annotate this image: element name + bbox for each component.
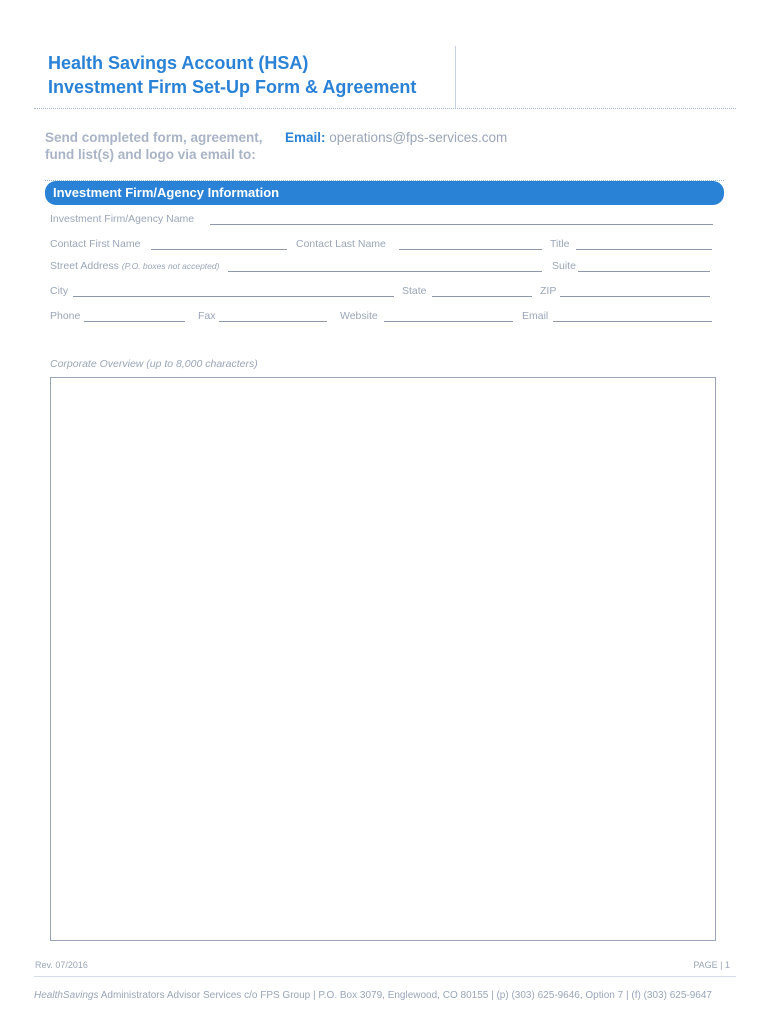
footer-address: Administrators Advisor Services c/o FPS Group | P.O. Box 3079, Englewood, CO 80155 | (p) (303) 625-9646, Option 7 | (f) (303) 625-9647: [98, 990, 712, 1001]
overview-label: Corporate Overview (up to 8,000 characters): [50, 358, 258, 370]
title-line-2: Investment Firm Set-Up Form & Agreement: [48, 77, 417, 97]
street-field[interactable]: [228, 271, 542, 272]
email-field[interactable]: [553, 321, 712, 322]
contact-first-label: Contact First Name: [50, 238, 141, 250]
title-divider: [455, 46, 456, 108]
page-number: PAGE | 1: [693, 960, 730, 970]
section-header: Investment Firm/Agency Information: [45, 181, 724, 205]
revision-label: Rev. 07/2016: [35, 960, 88, 970]
website-field[interactable]: [384, 321, 513, 322]
contact-last-label: Contact Last Name: [296, 238, 386, 250]
phone-label: Phone: [50, 310, 81, 322]
send-instructions: Send completed form, agreement, fund list(s) and logo via email to:: [45, 130, 263, 162]
phone-field[interactable]: [84, 321, 185, 322]
zip-label: ZIP: [540, 285, 557, 297]
footer-text: [34, 990, 712, 1001]
contact-first-field[interactable]: [151, 249, 287, 250]
title-line-1: Health Savings Account (HSA): [48, 53, 309, 73]
suite-field[interactable]: [578, 271, 710, 272]
city-label: City: [50, 285, 69, 297]
contact-last-field[interactable]: [399, 249, 542, 250]
footer-divider: [34, 976, 736, 977]
suite-label: Suite: [552, 260, 576, 272]
header-dotted-divider: [34, 108, 736, 109]
firm-name-label: Investment Firm/Agency Name: [50, 213, 195, 225]
street-label: [50, 259, 219, 273]
zip-field[interactable]: [560, 296, 710, 297]
state-label: State: [402, 285, 427, 297]
footer-brand: HealthSavings: [34, 990, 99, 1001]
street-label-text: Street Address: [50, 260, 119, 272]
email-address-link[interactable]: operations@fps-services.com: [329, 130, 508, 145]
overview-textarea[interactable]: [50, 377, 716, 941]
street-note: (P.O. boxes not accepted): [121, 261, 220, 271]
state-field[interactable]: [432, 296, 532, 297]
firm-name-field[interactable]: [210, 224, 713, 225]
page-title: [48, 51, 416, 99]
city-field[interactable]: [73, 296, 394, 297]
email-label: Email:: [285, 130, 326, 145]
fax-label: Fax: [198, 310, 216, 322]
title-label: Title: [550, 238, 570, 250]
title-field[interactable]: [576, 249, 712, 250]
fax-field[interactable]: [219, 321, 327, 322]
email-field-label: Email: [522, 310, 549, 322]
email-contact: [285, 129, 507, 146]
website-label: Website: [340, 310, 378, 322]
